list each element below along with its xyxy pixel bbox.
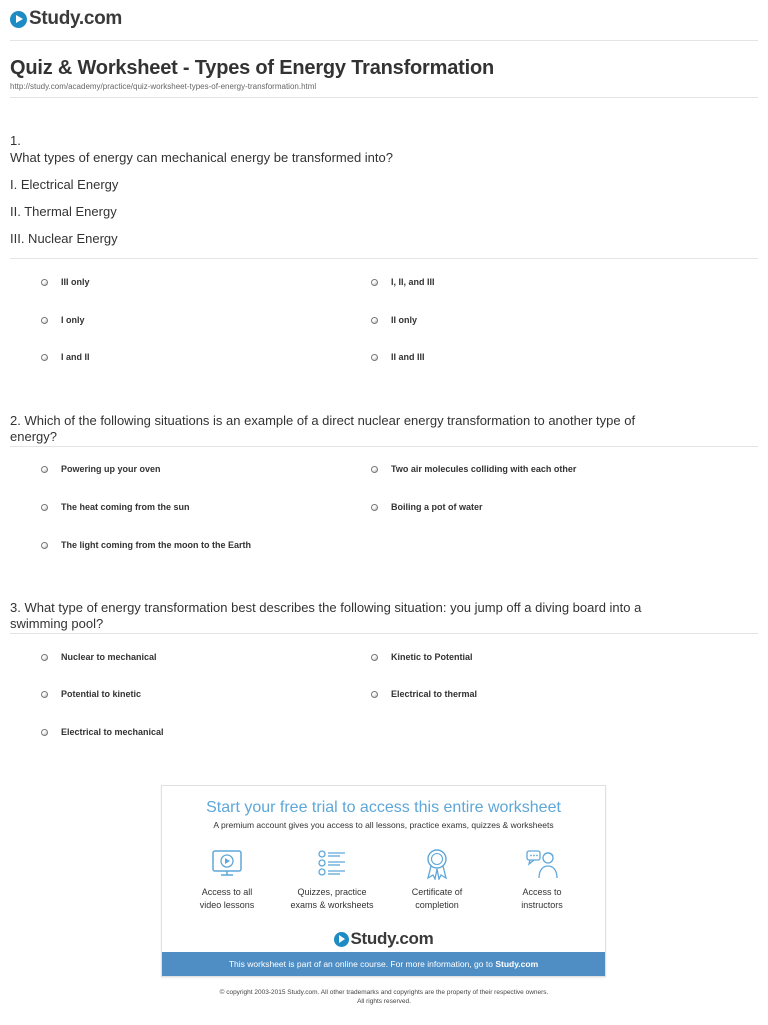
question-1-statement: II. Thermal Energy: [10, 204, 117, 219]
question-3-text: 3. What type of energy transformation best describes the following situation: you jump off a diving board into a swimming pool?: [10, 600, 642, 631]
option-label: I only: [61, 315, 85, 325]
option-label: II and III: [391, 352, 425, 362]
promo-study-logo[interactable]: [162, 929, 605, 949]
certificate-icon: [420, 848, 454, 880]
option-label: The light coming from the moon to the Earth: [61, 540, 251, 550]
feature-instructors: [487, 848, 597, 912]
copyright-line: © copyright 2003-2015 Study.com. All other trademarks and copyrights are the property of their respective owners.: [219, 989, 549, 996]
promo-subline: A premium account gives you access to all lessons, practice exams, quizzes & worksheets: [213, 820, 554, 830]
option-label: Powering up your oven: [61, 464, 161, 474]
feature-video-lessons: [172, 848, 282, 912]
q2-option[interactable]: [41, 464, 161, 474]
feature-certificate: [382, 848, 492, 912]
header-divider: [10, 40, 758, 41]
q1-option[interactable]: [41, 352, 90, 362]
option-label: II only: [391, 315, 418, 325]
question-3-divider: [10, 633, 758, 634]
page-title: Quiz & Worksheet - Types of Energy Transformation: [10, 57, 494, 79]
radio-button[interactable]: [41, 354, 48, 361]
radio-button[interactable]: [371, 691, 378, 698]
option-label: I and II: [61, 352, 90, 362]
feature-label: Quizzes, practice exams & worksheets: [290, 887, 374, 910]
radio-button[interactable]: [371, 317, 378, 324]
q1-option[interactable]: [371, 315, 417, 325]
play-logo-icon: [334, 932, 349, 947]
radio-button[interactable]: [41, 317, 48, 324]
study-link[interactable]: Study.com: [495, 959, 539, 969]
quiz-list-icon: [315, 848, 349, 880]
free-trial-promo[interactable]: [161, 785, 606, 977]
question-2-text: 2. Which of the following situations is an example of a direct nuclear energy transformation to another type of energy?: [10, 413, 636, 444]
question-1-statement: I. Electrical Energy: [10, 177, 119, 192]
option-label: Electrical to mechanical: [61, 727, 164, 737]
video-lesson-icon: [210, 848, 244, 880]
feature-label: Certificate of completion: [411, 887, 463, 910]
q3-option[interactable]: [371, 689, 477, 699]
play-logo-icon: [10, 11, 27, 28]
option-label: Kinetic to Potential: [391, 652, 473, 662]
option-label: Electrical to thermal: [391, 689, 478, 699]
q3-option[interactable]: [41, 652, 157, 662]
q2-option[interactable]: [41, 540, 251, 550]
logo-text: Study.com: [29, 8, 123, 29]
copyright-footer: [0, 988, 768, 1006]
q1-option[interactable]: [41, 277, 90, 287]
option-label: Boiling a pot of water: [391, 502, 483, 512]
q2-option[interactable]: [371, 502, 483, 512]
logo-text: Study.com: [350, 929, 434, 948]
question-1-divider: [10, 258, 758, 259]
option-label: Nuclear to mechanical: [61, 652, 157, 662]
q2-option[interactable]: [371, 464, 576, 474]
radio-button[interactable]: [41, 542, 48, 549]
q1-option[interactable]: [371, 277, 435, 287]
question-1-statement: III. Nuclear Energy: [10, 231, 118, 246]
q2-option[interactable]: [41, 502, 190, 512]
radio-button[interactable]: [41, 654, 48, 661]
radio-button[interactable]: [41, 279, 48, 286]
q1-option[interactable]: [41, 315, 85, 325]
feature-label: Access to all video lessons: [199, 887, 255, 910]
radio-button[interactable]: [41, 729, 48, 736]
radio-button[interactable]: [41, 466, 48, 473]
study-logo[interactable]: [10, 8, 122, 30]
feature-quizzes: [277, 848, 387, 912]
radio-button[interactable]: [371, 504, 378, 511]
option-label: Two air molecules colliding with each other: [391, 464, 577, 474]
radio-button[interactable]: [41, 691, 48, 698]
instructor-icon: [525, 848, 559, 880]
q3-option[interactable]: [371, 652, 473, 662]
option-label: I, II, and III: [391, 277, 435, 287]
radio-button[interactable]: [371, 354, 378, 361]
q1-option[interactable]: [371, 352, 425, 362]
question-1-number: 1.: [10, 133, 21, 148]
rights-line: All rights reserved.: [357, 998, 411, 1005]
course-info-text: This worksheet is part of an online course. For more information, go to: [228, 959, 496, 969]
q3-option[interactable]: [41, 727, 164, 737]
promo-headline[interactable]: Start your free trial to access this entire worksheet: [206, 799, 561, 816]
q3-option[interactable]: [41, 689, 141, 699]
option-label: Potential to kinetic: [61, 689, 142, 699]
option-label: The heat coming from the sun: [61, 502, 190, 512]
page-url[interactable]: http://study.com/academy/practice/quiz-worksheet-types-of-energy-transformation.html: [10, 82, 317, 91]
course-info-bar: [162, 952, 605, 976]
question-2-divider: [10, 446, 758, 447]
radio-button[interactable]: [371, 654, 378, 661]
radio-button[interactable]: [371, 279, 378, 286]
feature-label: Access to instructors: [521, 887, 563, 910]
title-divider: [10, 97, 758, 98]
question-1-text: What types of energy can mechanical energy be transformed into?: [10, 150, 393, 165]
option-label: III only: [61, 277, 90, 287]
radio-button[interactable]: [41, 504, 48, 511]
radio-button[interactable]: [371, 466, 378, 473]
